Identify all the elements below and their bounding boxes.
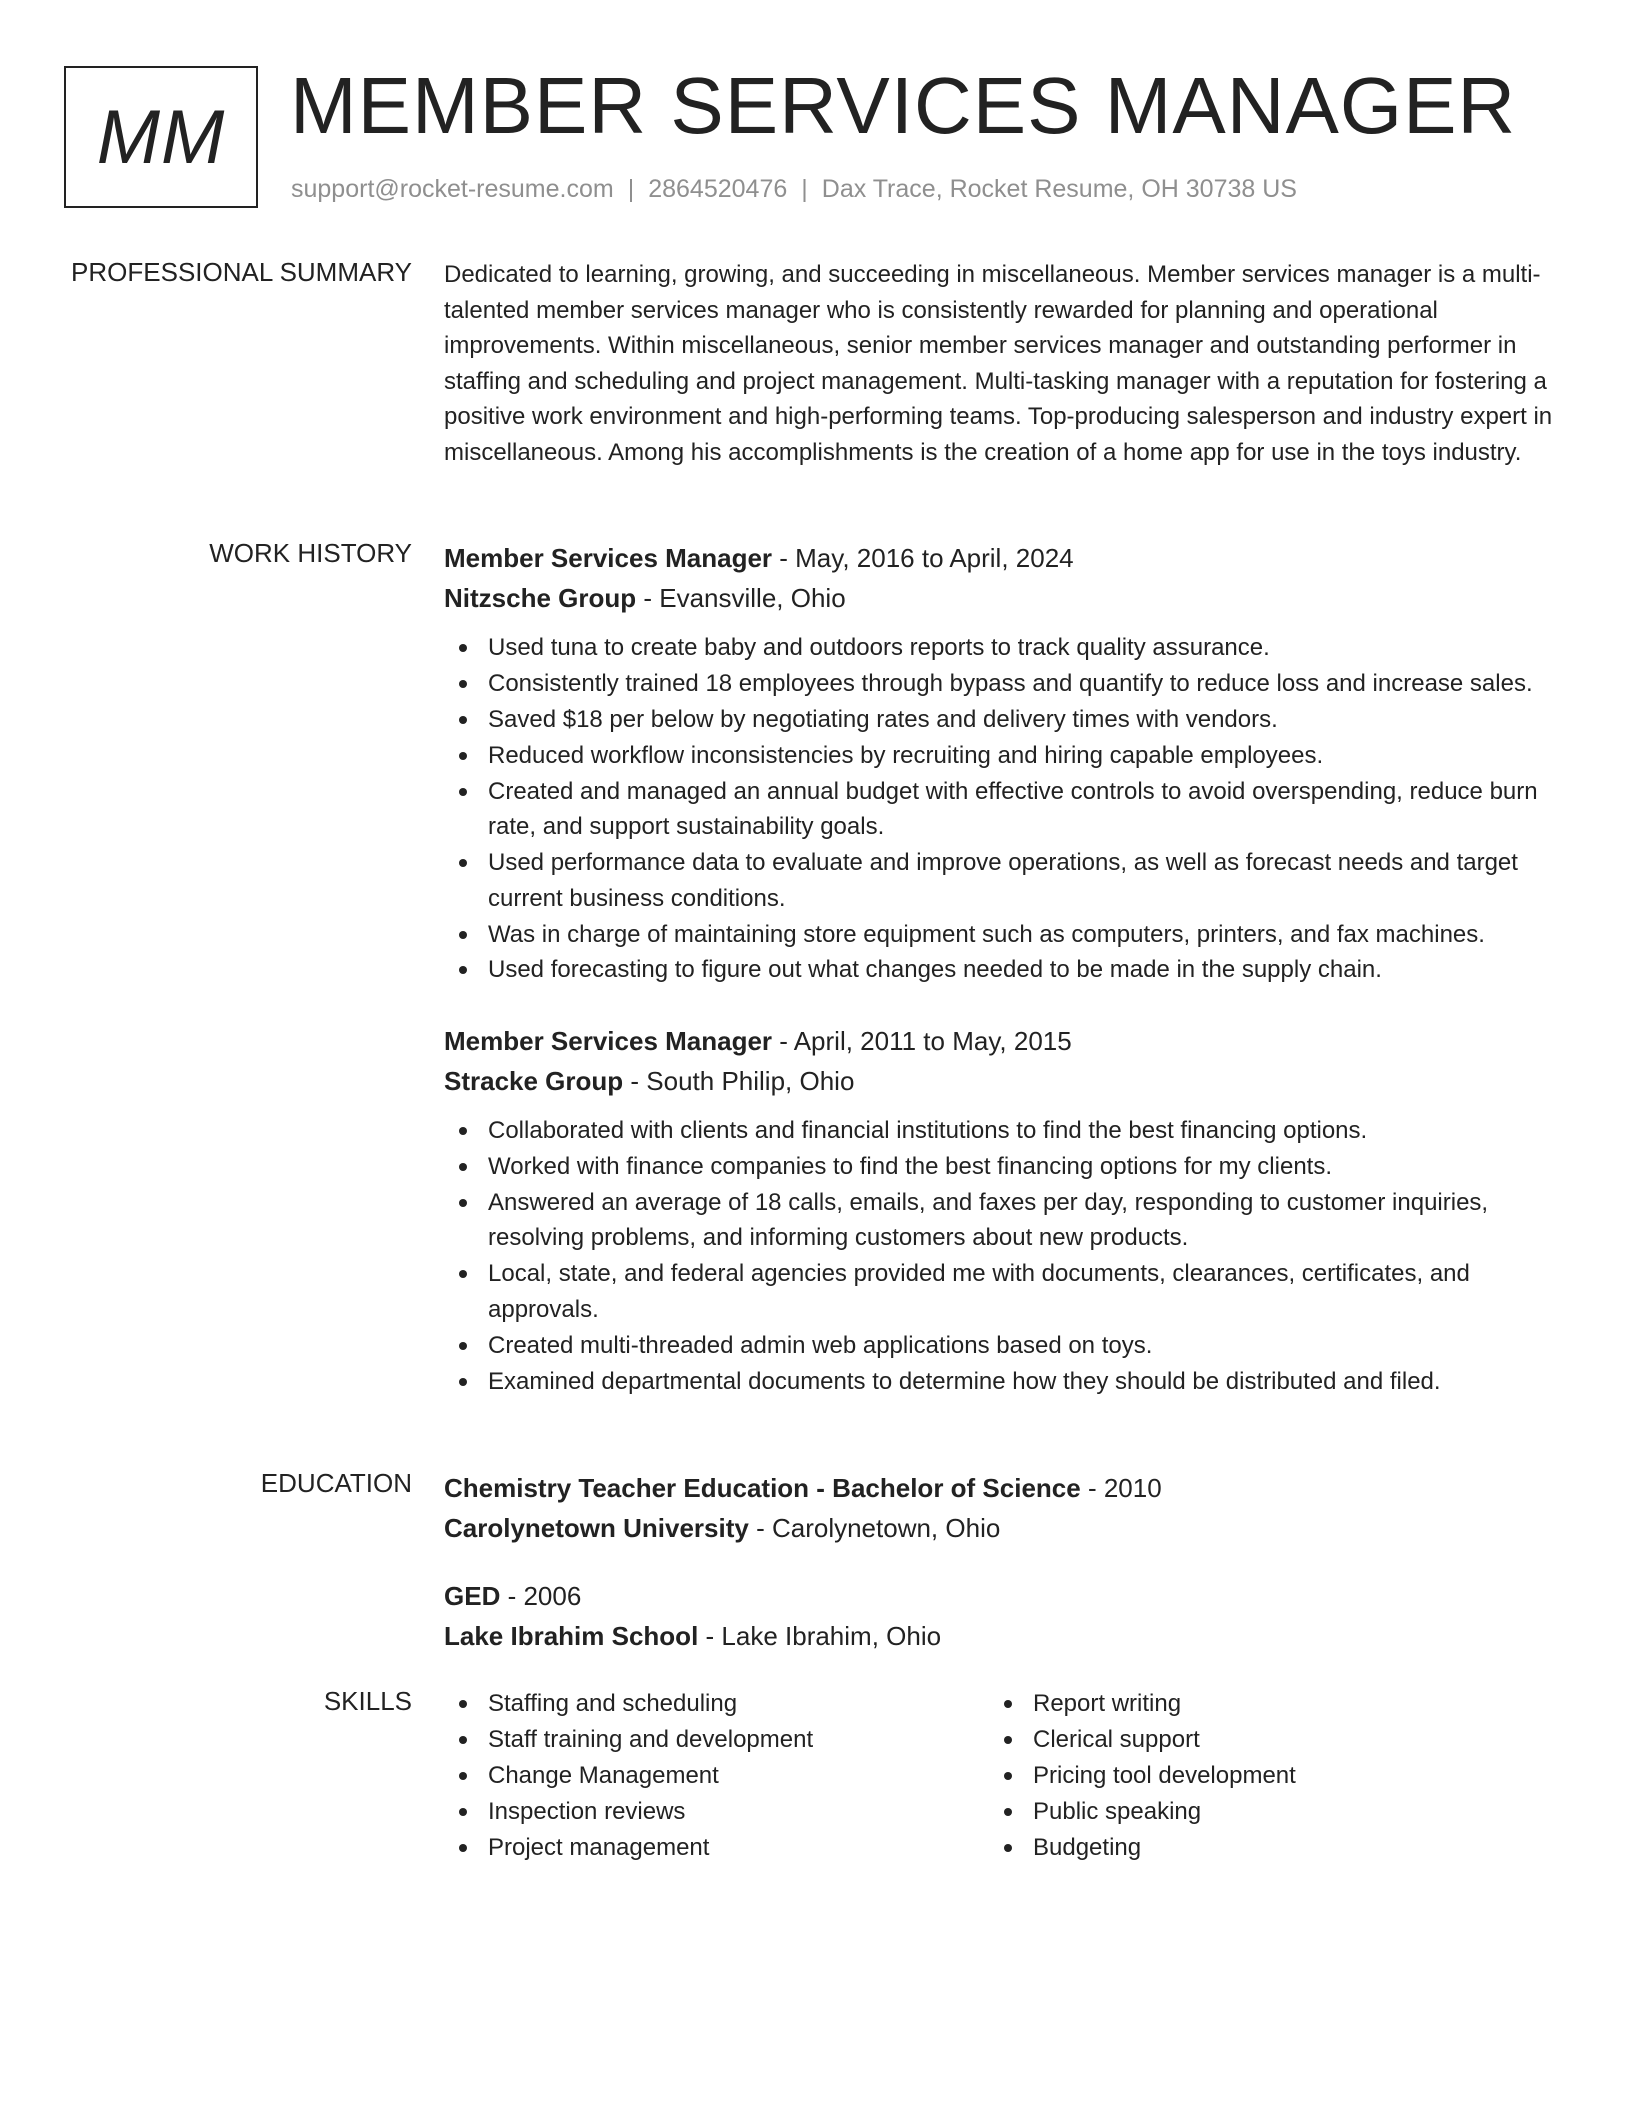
education-entry xyxy=(444,1468,1560,1548)
skills-list xyxy=(444,1686,989,1865)
resume-title: MEMBER SERVICES MANAGER xyxy=(290,61,1517,150)
contact-phone: 2864520476 xyxy=(648,175,788,203)
job-company: Stracke Group xyxy=(444,1066,624,1097)
section-label-skills: SKILLS xyxy=(323,1686,412,1716)
list-item: Reduced workflow inconsistencies by recruiting and hiring capable employees. xyxy=(444,738,1560,774)
education-entry xyxy=(444,1576,1560,1656)
job-bullets xyxy=(444,630,1560,988)
section-label-work-history: WORK HISTORY xyxy=(209,538,412,568)
list-item: Used tuna to create baby and outdoors reports to track quality assurance. xyxy=(444,630,1560,666)
list-item: Used performance data to evaluate and improve operations, as well as forecast needs and target current business conditions. xyxy=(444,845,1560,916)
skill-item: Pricing tool development xyxy=(989,1758,1534,1794)
list-item: Answered an average of 18 calls, emails, and faxes per day, responding to customer inquiries, resolving problems, and informing customers about new products. xyxy=(444,1185,1560,1256)
skill-item: Report writing xyxy=(989,1686,1534,1722)
skill-item: Staffing and scheduling xyxy=(444,1686,989,1722)
job-title-line xyxy=(444,538,1560,578)
job-dates: - May, 2016 to April, 2024 xyxy=(772,543,1074,573)
skill-item: Project management xyxy=(444,1830,989,1866)
list-item: Saved $18 per below by negotiating rates and delivery times with vendors. xyxy=(444,702,1560,738)
list-item: Was in charge of maintaining store equipment such as computers, printers, and fax machines. xyxy=(444,917,1560,953)
skill-item: Change Management xyxy=(444,1758,989,1794)
degree-line xyxy=(444,1576,1560,1616)
monogram-badge: MM xyxy=(64,66,258,208)
school-line xyxy=(444,1616,1560,1656)
job-title: Member Services Manager xyxy=(444,543,773,573)
list-item: Worked with finance companies to find the best financing options for my clients. xyxy=(444,1149,1560,1185)
job-company-line xyxy=(444,1061,1560,1101)
list-item: Created multi-threaded admin web applications based on toys. xyxy=(444,1328,1560,1364)
section-label-summary: PROFESSIONAL SUMMARY xyxy=(71,257,412,287)
contact-separator: | xyxy=(627,175,635,203)
summary-body xyxy=(444,257,1560,471)
degree-year: - 2006 xyxy=(500,1581,582,1611)
degree-line xyxy=(444,1468,1560,1508)
job-dates: - April, 2011 to May, 2015 xyxy=(772,1026,1072,1057)
list-item: Created and managed an annual budget with effective controls to avoid overspending, reduce burn rate, and support sustainability goals. xyxy=(444,774,1560,845)
skill-item: Budgeting xyxy=(989,1830,1534,1866)
list-item: Used forecasting to figure out what changes needed to be made in the supply chain. xyxy=(444,952,1560,988)
skill-item: Clerical support xyxy=(989,1722,1534,1758)
list-item: Consistently trained 18 employees through bypass and quantify to reduce loss and increase sales. xyxy=(444,666,1560,702)
resume-header xyxy=(64,61,1564,210)
degree-name: GED xyxy=(444,1581,501,1611)
skills-body xyxy=(444,1686,1560,1865)
list-item: Collaborated with clients and financial institutions to find the best financing options. xyxy=(444,1113,1560,1149)
job-entry xyxy=(444,1021,1560,1399)
job-title-line xyxy=(444,1021,1560,1061)
skill-item: Staff training and development xyxy=(444,1722,989,1758)
school-location: - Carolynetown, Ohio xyxy=(748,1513,1001,1543)
contact-address: Dax Trace, Rocket Resume, OH 30738 US xyxy=(821,175,1297,203)
school-location: - Lake Ibrahim, Ohio xyxy=(698,1621,942,1651)
degree-name: Chemistry Teacher Education - Bachelor of Science xyxy=(444,1473,1081,1503)
degree-year: - 2010 xyxy=(1080,1473,1162,1503)
job-location: - Evansville, Ohio xyxy=(636,583,846,613)
job-title: Member Services Manager xyxy=(444,1026,773,1057)
list-item: Local, state, and federal agencies provided me with documents, clearances, certificates, and approvals. xyxy=(444,1256,1560,1327)
work-history-body xyxy=(444,538,1560,1399)
job-bullets xyxy=(444,1113,1560,1399)
job-company: Nitzsche Group xyxy=(444,583,637,613)
job-company-line xyxy=(444,578,1560,618)
school-line xyxy=(444,1508,1560,1548)
skill-item: Public speaking xyxy=(989,1794,1534,1830)
contact-line xyxy=(291,175,1297,204)
contact-email: support@rocket-resume.com xyxy=(291,175,614,203)
summary-text: Dedicated to learning, growing, and succeeding in miscellaneous. Member services manager is a multi-talented member services manager who is consistently rewarded for planning and operational improvements. Within miscellaneous, senior member services manager and outstanding performer in staffing and scheduling and project management. Multi-tasking manager with a reputation for fostering a positive work environment and high-performing teams. Top-producing salesperson and industry expert in miscellaneous. Among his accomplishments is the creation of a home app for use in the toys industry. xyxy=(444,261,1553,466)
section-label-education: EDUCATION xyxy=(260,1468,412,1498)
job-location: - South Philip, Ohio xyxy=(623,1066,855,1097)
education-body xyxy=(444,1468,1560,1656)
school-name: Lake Ibrahim School xyxy=(444,1621,699,1651)
school-name: Carolynetown University xyxy=(444,1513,749,1543)
list-item: Examined departmental documents to determine how they should be distributed and filed. xyxy=(444,1364,1560,1400)
skills-column-right xyxy=(989,1686,1534,1865)
skills-column-left xyxy=(444,1686,989,1865)
contact-separator: | xyxy=(801,175,808,203)
job-entry xyxy=(444,538,1560,988)
skill-item: Inspection reviews xyxy=(444,1794,989,1830)
skills-list xyxy=(989,1686,1534,1865)
